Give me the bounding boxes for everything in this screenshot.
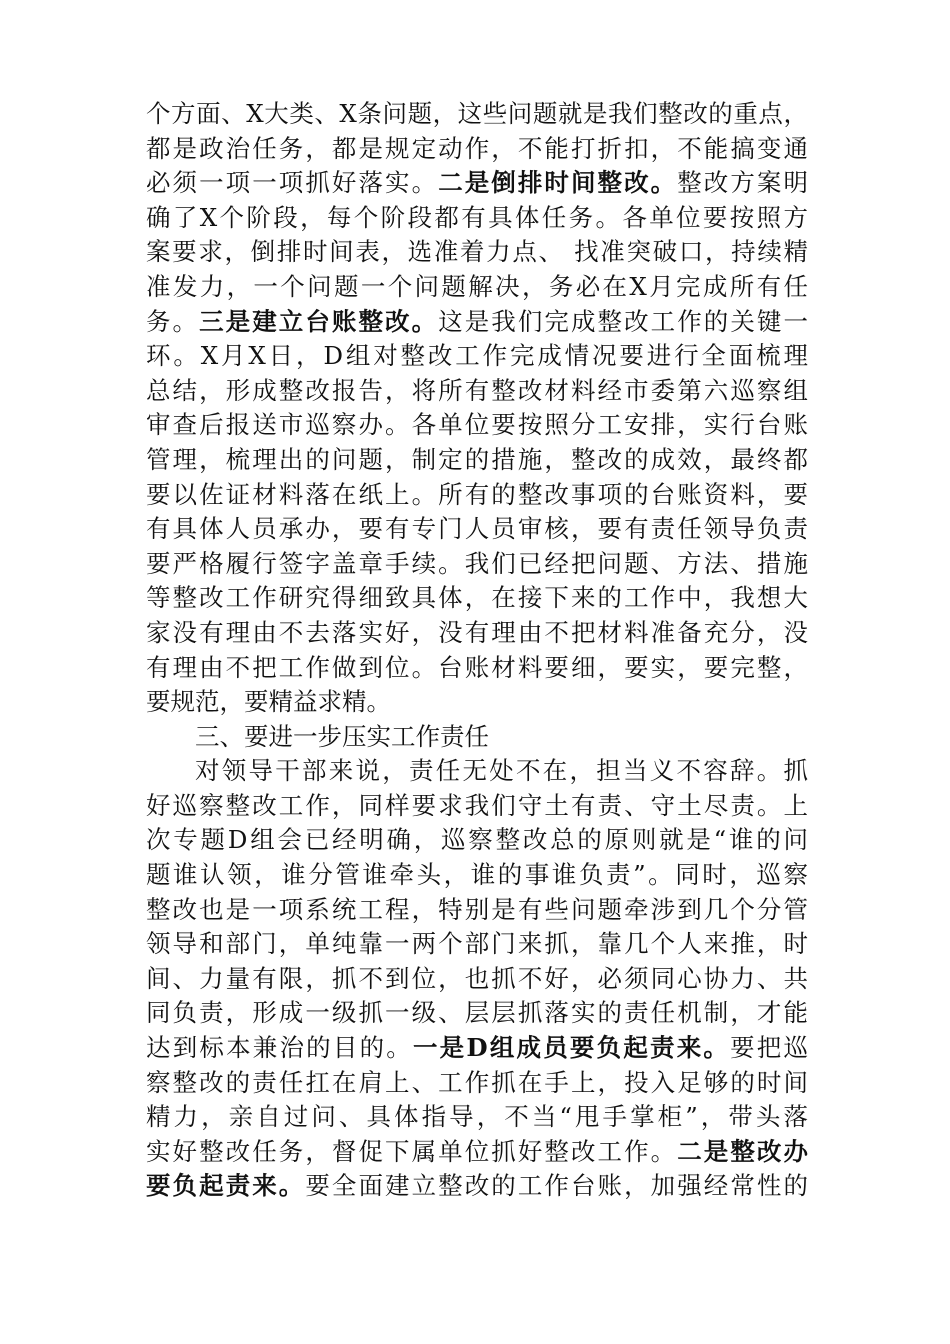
text-run: 达到标本兼治的目的。 (146, 1033, 413, 1063)
text-line: 间、力量有限，抓不到位，也抓不好，必须同心协力、共 (146, 963, 808, 993)
text-line: 精力，亲自过问、具体指导，不当“甩手掌柜”，带头落 (146, 1102, 808, 1132)
text-line: 察整改的责任扛在肩上、工作抓在手上，投入足够的时间 (146, 1067, 808, 1097)
text-line: 要以佐证材料落在纸上。所有的整改事项的台账资料，要 (146, 479, 808, 509)
text-line: 对领导干部来说，责任无处不在，担当义不容辞。抓 (195, 756, 808, 786)
document-page (146, 97, 808, 1204)
text-run: 要全面建立整改的工作台账，加强经常性的 (305, 1171, 808, 1201)
text-line: 同负责，形成一级抓一级、层层抓落实的责任机制，才能 (146, 998, 808, 1028)
text-line: 总结，形成整改报告，将所有整改材料经市委第六巡察组 (146, 375, 808, 405)
text-line (146, 1169, 808, 1204)
bold-subheading: 要负起责来。 (146, 1171, 306, 1201)
text-line: 次专题D组会已经明确，巡察整改总的原则就是“谁的问 (146, 825, 808, 855)
text-run: 要把巡 (730, 1033, 809, 1063)
bold-subheading: 一是D组成员要负起责来。 (412, 1033, 731, 1063)
bold-subheading: 二是整改办 (677, 1136, 808, 1166)
text-line: 确了X个阶段，每个阶段都有具体任务。各单位要按照方 (146, 202, 808, 232)
text-line: 家没有理由不去落实好，没有理由不把材料准备充分，没 (146, 617, 808, 647)
text-line: 审查后报送市巡察办。各单位要按照分工安排，实行台账 (146, 410, 808, 440)
text-run: 实好整改任务，督促下属单位抓好整改工作。 (146, 1136, 678, 1166)
text-line: 环。X月X日，D组对整改工作完成情况要进行全面梳理 (146, 341, 808, 371)
text-line: 好巡察整改工作，同样要求我们守土有责、守土尽责。上 (146, 790, 808, 820)
text-run: 务。 (146, 306, 200, 336)
text-line: 要严格履行签字盖章手续。我们已经把问题、方法、措施 (146, 548, 808, 578)
text-line (146, 1135, 808, 1170)
text-run: 整改方案明 (677, 168, 808, 198)
text-line: 都是政治任务，都是规定动作，不能打折扣，不能搞变通 (146, 133, 808, 163)
text-line: 案要求，倒排时间表，选准着力点、 找准突破口，持续精 (146, 237, 808, 267)
section-heading: 三、要进一步压实工作责任 (195, 721, 489, 751)
text-line: 等整改工作研究得细致具体，在接下来的工作中，我想大 (146, 583, 808, 613)
text-line: 管理，梳理出的问题，制定的措施，整改的成效，最终都 (146, 444, 808, 474)
text-line (146, 1031, 808, 1066)
bold-subheading: 三是建立台账整改。 (199, 306, 439, 336)
text-line: 有理由不把工作做到位。台账材料要细，要实，要完整， (146, 652, 808, 682)
text-run: 必须一项一项抓好落实。 (146, 168, 439, 198)
text-line: 准发力，一个问题一个问题解决，务必在X月完成所有任 (146, 271, 808, 301)
bold-subheading: 二是倒排时间整改。 (438, 168, 678, 198)
text-run: 这是我们完成整改工作的关键一 (438, 306, 808, 336)
text-line: 个方面、X大类、X条问题，这些问题就是我们整改的重点， (146, 99, 808, 128)
text-line: 题谁认领，谁分管谁牵头，谁的事谁负责”。同时，巡察 (146, 860, 808, 890)
text-line: 要规范，要精益求精。 (146, 687, 391, 717)
text-line: 有具体人员承办，要有专门人员审核，要有责任领导负责 (146, 514, 808, 544)
text-line: 领导和部门，单纯靠一两个部门来抓，靠几个人来推，时 (146, 929, 808, 959)
text-line (146, 166, 808, 201)
text-line: 整改也是一项系统工程，特别是有些问题牵涉到几个分管 (146, 894, 808, 924)
text-line (146, 305, 808, 340)
